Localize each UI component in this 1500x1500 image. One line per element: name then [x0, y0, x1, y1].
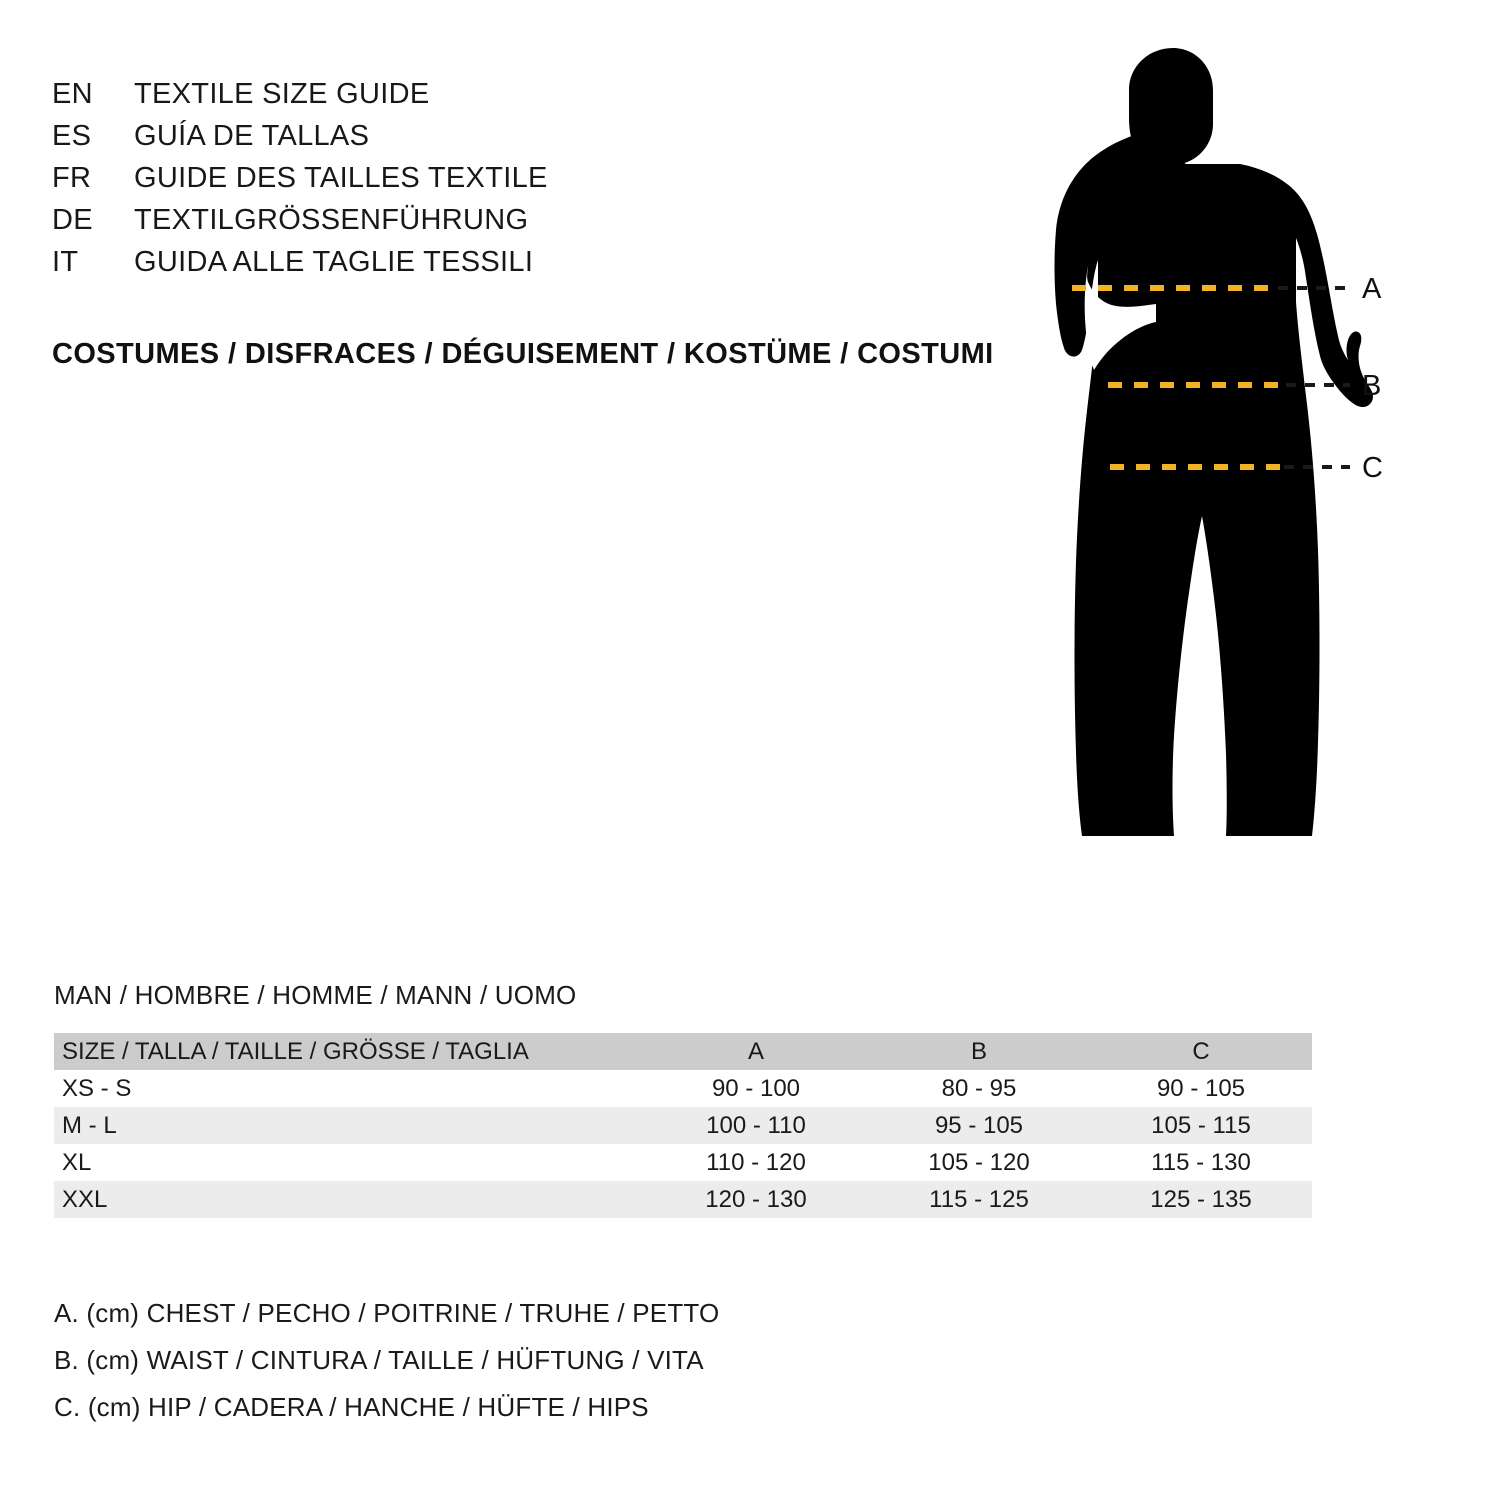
cell-chest: 110 - 120 — [644, 1144, 868, 1181]
language-row-fr — [52, 162, 1052, 204]
language-code-de: DE — [52, 204, 93, 236]
table-header-row — [54, 1033, 1312, 1070]
language-row-it — [52, 246, 1052, 288]
language-text-en: TEXTILE SIZE GUIDE — [134, 78, 430, 110]
category-line: COSTUMES / DISFRACES / DÉGUISEMENT / KOSTÜME / COSTUMI — [52, 338, 994, 370]
cell-hip: 90 - 105 — [1090, 1070, 1312, 1107]
language-text-es: GUÍA DE TALLAS — [134, 120, 370, 152]
table-row — [54, 1107, 1312, 1144]
language-text-fr: GUIDE DES TAILLES TEXTILE — [134, 162, 548, 194]
cell-waist: 115 - 125 — [868, 1181, 1090, 1218]
language-code-es: ES — [52, 120, 92, 152]
language-row-de — [52, 204, 1052, 246]
language-code-it: IT — [52, 246, 79, 278]
cell-chest: 120 - 130 — [644, 1181, 868, 1218]
cell-size: M - L — [54, 1107, 644, 1144]
cell-size: XL — [54, 1144, 644, 1181]
language-text-de: TEXTILGRÖSSENFÜHRUNG — [134, 204, 529, 236]
size-table — [54, 1033, 1312, 1218]
table-header-c: C — [1090, 1033, 1312, 1070]
table-row — [54, 1144, 1312, 1181]
table-header-a: A — [644, 1033, 868, 1070]
language-code-fr: FR — [52, 162, 92, 194]
cell-waist: 105 - 120 — [868, 1144, 1090, 1181]
cell-waist: 95 - 105 — [868, 1107, 1090, 1144]
cell-size: XXL — [54, 1181, 644, 1218]
marker-label-b: B — [1362, 370, 1382, 402]
cell-hip: 105 - 115 — [1090, 1107, 1312, 1144]
marker-label-a: A — [1362, 273, 1382, 305]
table-row — [54, 1181, 1312, 1218]
cell-size: XS - S — [54, 1070, 644, 1107]
measurement-legend — [54, 1290, 719, 1431]
language-text-it: GUIDA ALLE TAGLIE TESSILI — [134, 246, 534, 278]
cell-hip: 125 - 135 — [1090, 1181, 1312, 1218]
cell-waist: 80 - 95 — [868, 1070, 1090, 1107]
marker-label-c: C — [1362, 452, 1383, 484]
legend-item-waist: B. (cm) WAIST / CINTURA / TAILLE / HÜFTUNG / VITA — [54, 1345, 704, 1375]
body-measurement-figure — [1010, 30, 1440, 930]
table-header-size: SIZE / TALLA / TAILLE / GRÖSSE / TAGLIA — [54, 1033, 644, 1070]
table-caption: MAN / HOMBRE / HOMME / MANN / UOMO — [54, 980, 577, 1010]
language-row-es — [52, 120, 1052, 162]
language-list — [52, 78, 1052, 288]
cell-hip: 115 - 130 — [1090, 1144, 1312, 1181]
legend-item-chest: A. (cm) CHEST / PECHO / POITRINE / TRUHE / PETTO — [54, 1298, 720, 1328]
cell-chest: 100 - 110 — [644, 1107, 868, 1144]
language-code-en: EN — [52, 78, 93, 110]
cell-chest: 90 - 100 — [644, 1070, 868, 1107]
language-row-en — [52, 78, 1052, 120]
table-row — [54, 1070, 1312, 1107]
legend-item-hip: C. (cm) HIP / CADERA / HANCHE / HÜFTE / HIPS — [54, 1392, 649, 1422]
table-header-b: B — [868, 1033, 1090, 1070]
